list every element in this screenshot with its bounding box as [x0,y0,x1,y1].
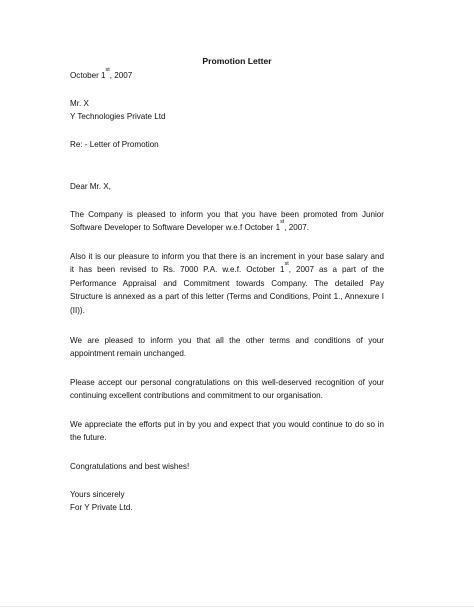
para2-line2 [70,263,384,276]
para2-line3: Performance Appraisal and Commitment towards Company. The detailed Pay [70,278,384,288]
salutation-text: Dear Mr. X, [70,182,111,191]
recipient-company: Y Technologies Private Ltd [70,112,166,122]
para2-line2-prefix: it has been revised to Rs. 7000 P.A. w.e.f. October 1 [70,265,285,275]
recipient-name: Mr. X [70,99,89,108]
paragraph-1 [70,208,384,235]
closing-block [70,488,384,515]
para4-line1: Please accept our personal congratulations on this well-deserved recognition of your [70,378,384,387]
para3-line2: appointment remain unchanged. [70,349,187,359]
date-sup: st [105,67,110,73]
recipient-block [70,97,384,124]
para1-line2 [70,221,384,234]
letter-title: Promotion Letter [202,56,272,66]
paragraph-4 [70,376,384,403]
para2-line4: Structure is annexed as a part of this letter (Terms and Conditions, Point 1., Annexure I [70,292,384,302]
congrats-text: Congratulations and best wishes! [70,462,190,471]
para3-line1: We are pleased to inform you that all the other terms and conditions of your [70,336,384,345]
para5-line2: the future. [70,433,107,443]
subject-text: Re: - Letter of Promotion [70,140,159,149]
letter-date [70,69,384,82]
signature-text: For Y Private Ltd. [70,503,133,513]
congratulations [70,460,384,473]
paragraph-2 [70,250,384,317]
para1-line1: The Company is pleased to inform you that you have been promoted from Junior [70,210,384,219]
paragraph-5 [70,418,384,445]
closing-text: Yours sincerely [70,490,125,499]
para2-line5: (II)). [70,305,85,315]
para4-line2: continuing excellent contributions and commitment to our organisation. [70,391,323,401]
page-bottom-edge [0,606,474,607]
para1-line2-prefix: Software Developer to Software Developer w.e.f October 1 [70,223,281,233]
para2-line2-suffix: , 2007 as a part of the [288,265,385,275]
paragraph-3 [70,334,384,361]
para2-line1: Also it is our pleasure to inform you that there is an increment in your base salary and [70,252,384,261]
date-prefix: October 1 [70,71,106,80]
para1-line2-suffix: , 2007. [284,223,310,233]
para5-line1: We appreciate the efforts put in by you and expect that you would continue to do so in [70,420,384,429]
letter-salutation [70,180,384,193]
letter-subject [70,138,384,151]
para1-line2-sup: st [280,219,285,226]
date-suffix: , 2007 [109,71,133,80]
para2-line2-sup: st [284,261,289,268]
